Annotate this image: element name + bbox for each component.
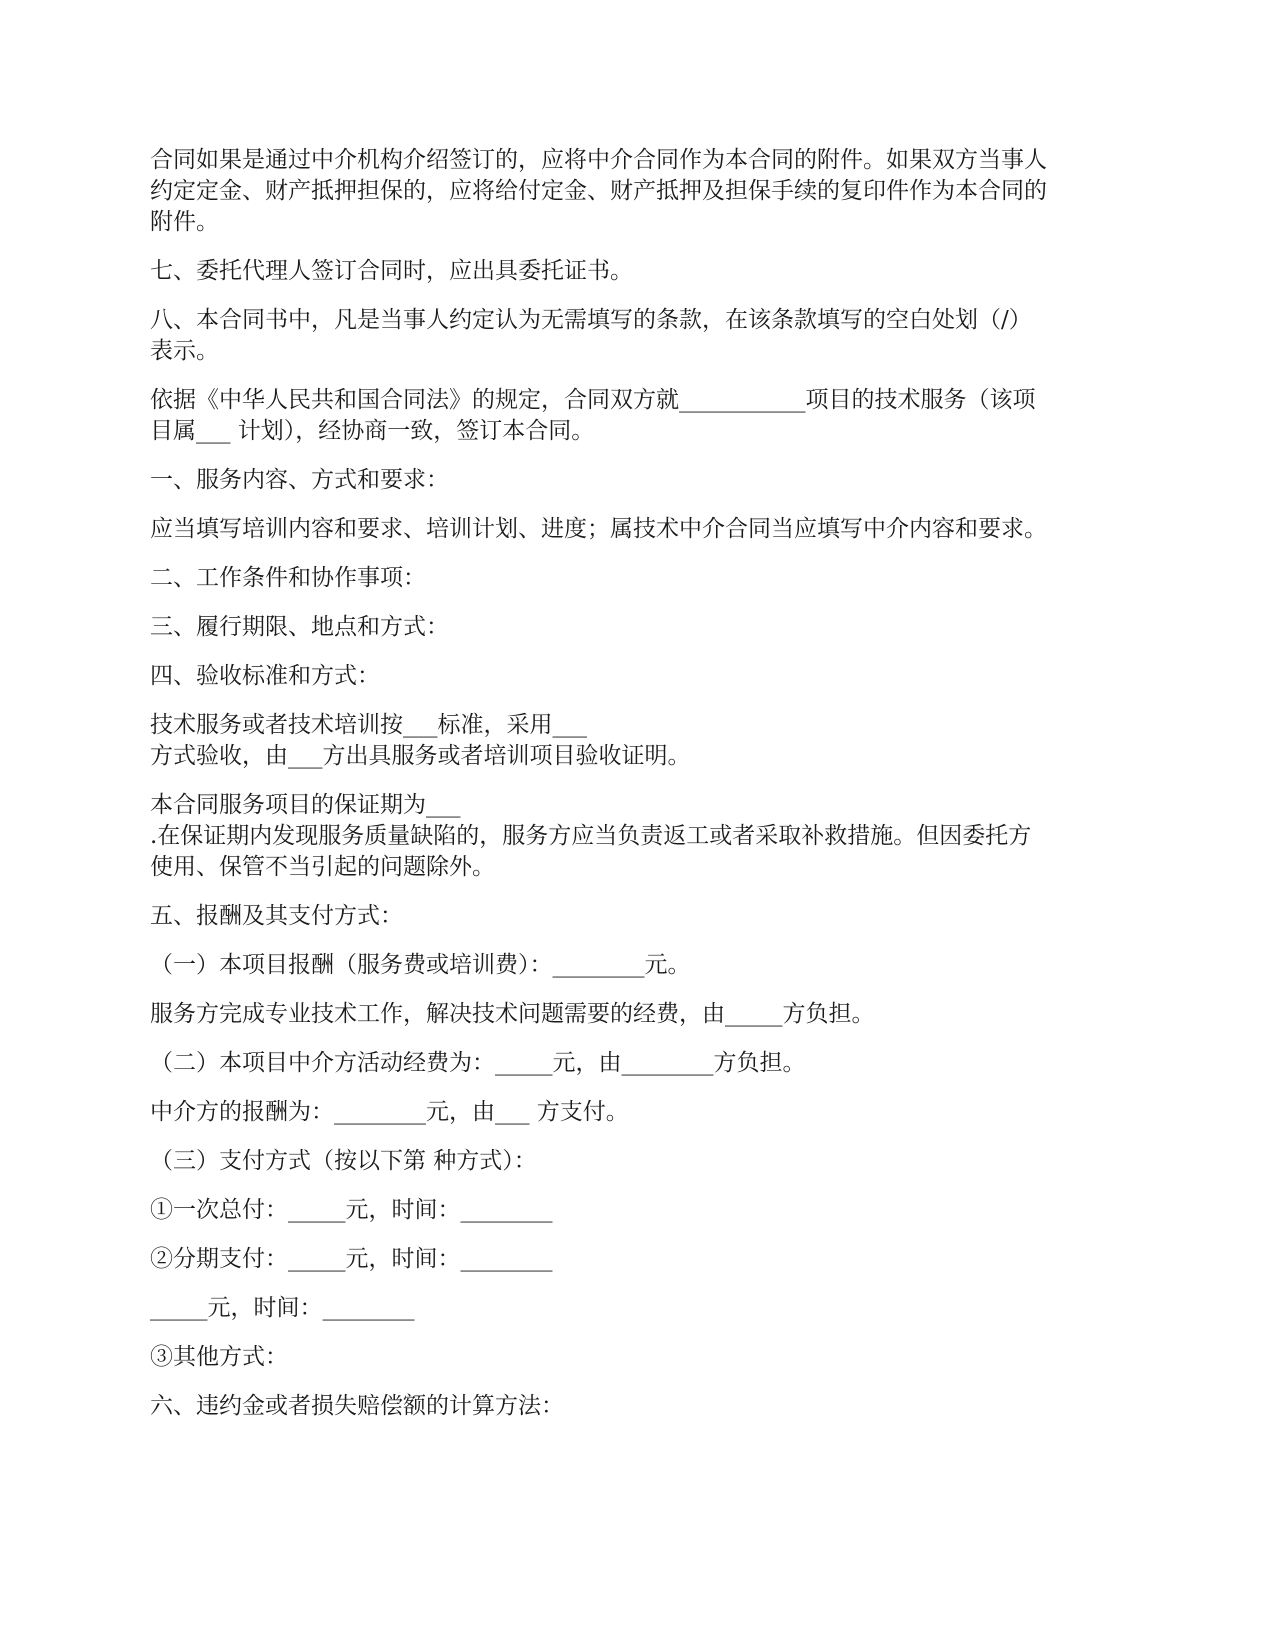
paragraph-line: 四、验收标准和方式： [150,663,380,689]
paragraph [150,563,1130,594]
paragraph-line: _____元，时间：________ [150,1295,415,1321]
paragraph-line: 本合同服务项目的保证期为___ [150,792,461,818]
paragraph [150,514,1130,545]
paragraph-line: 七、委托代理人签订合同时，应出具委托证书。 [150,258,633,284]
paragraph [150,1097,1130,1128]
paragraph [150,465,1130,496]
paragraph [150,1293,1130,1324]
paragraph [150,790,1130,883]
paragraph [150,612,1130,643]
document-page [150,145,1130,1440]
paragraph-line: 目属___ 计划），经协商一致，签订本合同。 [150,418,595,444]
paragraph-line: 五、报酬及其支付方式： [150,903,403,929]
paragraph [150,305,1130,367]
paragraph [150,950,1130,981]
paragraph-line: 应当填写培训内容和要求、培训计划、进度；属技术中介合同当应填写中介内容和要求。 [150,516,1047,542]
paragraph-line: （一）本项目报酬（服务费或培训费）：________元。 [150,952,691,978]
paragraph [150,901,1130,932]
paragraph [150,1146,1130,1177]
paragraph-line: 技术服务或者技术培训按___标准，采用___ [150,712,587,738]
paragraph [150,145,1130,238]
paragraph-line: ③其他方式： [150,1344,288,1370]
paragraph-line: （三）支付方式（按以下第 种方式）： [150,1148,537,1174]
paragraph [150,1195,1130,1226]
paragraph-line: 附件。 [150,209,219,235]
paragraph-line: 使用、保管不当引起的问题除外。 [150,854,495,880]
paragraph [150,385,1130,447]
paragraph [150,1244,1130,1275]
paragraph-line: 一、服务内容、方式和要求： [150,467,449,493]
paragraph-line: 合同如果是通过中介机构介绍签订的，应将中介合同作为本合同的附件。如果双方当事人 [150,147,1047,173]
paragraph [150,1391,1130,1422]
paragraph-line: 六、违约金或者损失赔偿额的计算方法： [150,1393,564,1419]
paragraph [150,710,1130,772]
paragraph-line: 服务方完成专业技术工作，解决技术问题需要的经费，由_____方负担。 [150,1001,875,1027]
paragraph [150,256,1130,287]
paragraph [150,661,1130,692]
paragraph [150,999,1130,1030]
paragraph-line: 八、本合同书中，凡是当事人约定认为无需填写的条款，在该条款填写的空白处划（/） [150,307,1032,333]
paragraph-line: ②分期支付：_____元，时间：________ [150,1246,553,1272]
document-body [150,145,1130,1422]
paragraph-line: 二、工作条件和协作事项： [150,565,426,591]
paragraph-line: ①一次总付：_____元，时间：________ [150,1197,553,1223]
paragraph-line: 三、履行期限、地点和方式： [150,614,449,640]
paragraph-line: 依据《中华人民共和国合同法》的规定，合同双方就___________项目的技术服务（该项 [150,387,1036,413]
paragraph-line: 方式验收，由___方出具服务或者培训项目验收证明。 [150,743,691,769]
paragraph [150,1342,1130,1373]
paragraph-line: 表示。 [150,338,219,364]
paragraph [150,1048,1130,1079]
paragraph-line: 约定定金、财产抵押担保的，应将给付定金、财产抵押及担保手续的复印件作为本合同的 [150,178,1047,204]
paragraph-line: 中介方的报酬为：________元，由___ 方支付。 [150,1099,629,1125]
paragraph-line: （二）本项目中介方活动经费为：_____元，由________方负担。 [150,1050,806,1076]
paragraph-line: .在保证期内发现服务质量缺陷的，服务方应当负责返工或者采取补救措施。但因委托方 [150,823,1032,849]
